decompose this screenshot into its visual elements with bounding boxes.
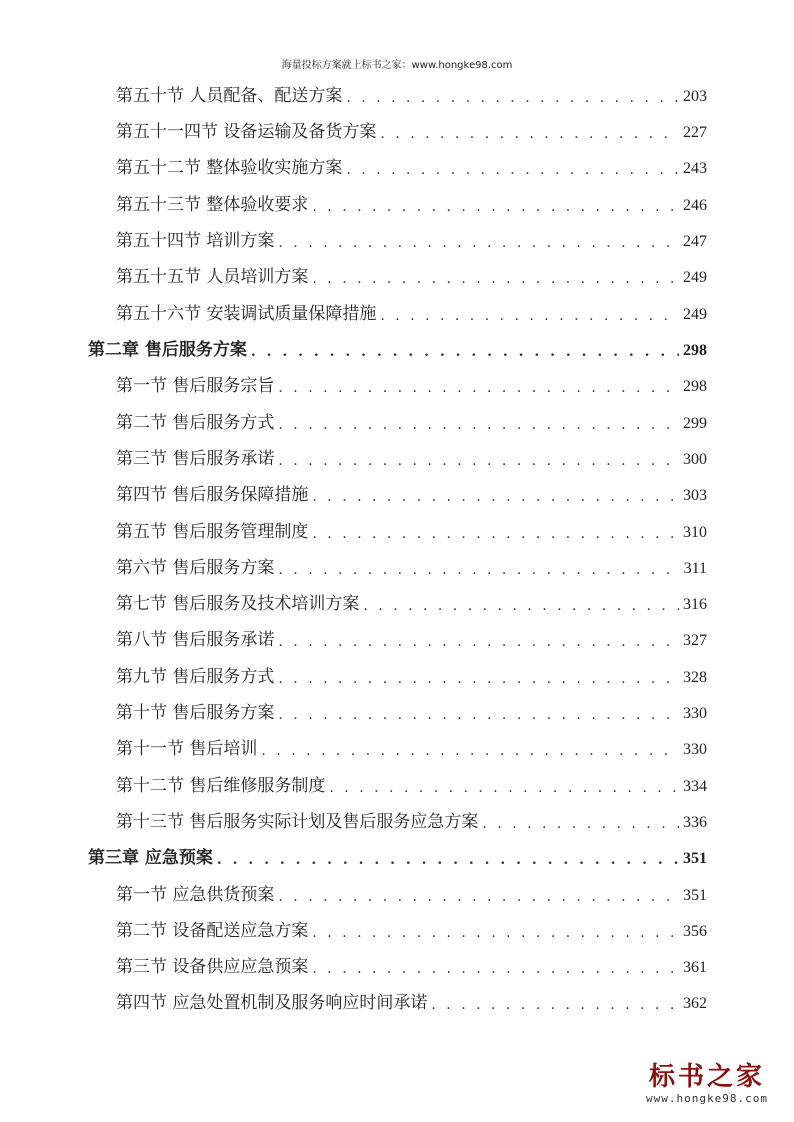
page-header: 海量投标方案就上标书之家：www.hongke98.com bbox=[281, 60, 513, 71]
dot-leader bbox=[312, 526, 679, 542]
toc-entry-page: 336 bbox=[683, 814, 707, 831]
watermark-title: 标书之家 bbox=[648, 1062, 765, 1092]
toc-entry-title: 第二节 设备配送应急方案 bbox=[116, 921, 309, 941]
dot-leader bbox=[346, 162, 679, 178]
toc-entry[interactable] bbox=[116, 154, 707, 178]
toc-entry[interactable] bbox=[116, 953, 707, 977]
toc-entry-title: 第三节 售后服务承诺 bbox=[116, 449, 275, 469]
toc-entry[interactable] bbox=[116, 663, 707, 687]
toc-entry-page: 227 bbox=[683, 124, 707, 141]
toc-entry-page: 361 bbox=[683, 959, 707, 976]
toc-entry-title: 第二节 售后服务方式 bbox=[116, 413, 275, 433]
toc-entry-page: 327 bbox=[683, 632, 707, 649]
toc-entry-page: 351 bbox=[683, 887, 707, 904]
toc-entry-title: 第一节 售后服务宗旨 bbox=[116, 376, 275, 396]
toc-entry-page: 303 bbox=[683, 487, 707, 504]
toc-entry-title: 第七节 售后服务及技术培训方案 bbox=[116, 594, 360, 614]
toc-entry[interactable] bbox=[116, 191, 707, 215]
toc-entry-page: 310 bbox=[683, 524, 707, 541]
toc-entry-title: 第三节 设备供应应急预案 bbox=[116, 957, 309, 977]
dot-leader bbox=[380, 126, 679, 142]
toc-entry[interactable] bbox=[116, 808, 707, 832]
toc-entry-page: 334 bbox=[683, 778, 707, 795]
toc-entry-page: 356 bbox=[683, 923, 707, 940]
dot-leader bbox=[431, 997, 679, 1013]
dot-leader bbox=[251, 344, 679, 360]
toc-entry-title: 第五节 售后服务管理制度 bbox=[116, 522, 309, 542]
dot-leader bbox=[312, 271, 679, 287]
toc-entry-page: 328 bbox=[683, 669, 707, 686]
toc-entry[interactable] bbox=[116, 263, 707, 287]
toc-entry-page: 298 bbox=[683, 378, 707, 395]
toc-entry[interactable] bbox=[116, 445, 707, 469]
toc-entry-title: 第十节 售后服务方案 bbox=[116, 703, 275, 723]
toc-entry-title: 第五十三节 整体验收要求 bbox=[116, 195, 309, 215]
toc-entry-title: 第十一节 售后培训 bbox=[116, 739, 258, 759]
dot-leader bbox=[278, 707, 679, 723]
dot-leader bbox=[363, 598, 679, 614]
toc-entry-title: 第九节 售后服务方式 bbox=[116, 667, 275, 687]
toc-entry-page: 249 bbox=[683, 269, 707, 286]
toc-entry-page: 203 bbox=[683, 88, 707, 105]
toc-entry-page: 243 bbox=[683, 160, 707, 177]
toc-entry-page: 247 bbox=[683, 233, 707, 250]
dot-leader bbox=[312, 925, 679, 941]
toc-entry-title: 第十二节 售后维修服务制度 bbox=[116, 776, 326, 796]
toc-entry[interactable] bbox=[116, 554, 707, 578]
toc-entry-page: 300 bbox=[683, 451, 707, 468]
toc-entry-page: 311 bbox=[683, 560, 707, 577]
toc-entry[interactable] bbox=[116, 518, 707, 542]
dot-leader bbox=[278, 889, 679, 905]
toc-entry-page: 316 bbox=[683, 596, 707, 613]
toc-entry-title: 第二章 售后服务方案 bbox=[88, 340, 247, 360]
toc-entry[interactable] bbox=[116, 772, 707, 796]
dot-leader bbox=[482, 816, 679, 832]
toc-entry-page: 246 bbox=[683, 197, 707, 214]
toc-entry[interactable] bbox=[116, 699, 707, 723]
toc-entry-page: 330 bbox=[683, 741, 707, 758]
toc-entry[interactable] bbox=[116, 409, 707, 433]
dot-leader bbox=[278, 634, 679, 650]
toc-entry-title: 第五十节 人员配备、配送方案 bbox=[116, 86, 343, 106]
toc-entry[interactable] bbox=[116, 481, 707, 505]
toc-entry-title: 第三章 应急预案 bbox=[88, 848, 213, 868]
dot-leader bbox=[312, 199, 679, 215]
toc-entry-page: 351 bbox=[683, 850, 707, 867]
toc-entry[interactable] bbox=[116, 735, 707, 759]
dot-leader bbox=[278, 380, 679, 396]
toc-entry[interactable] bbox=[116, 626, 707, 650]
dot-leader bbox=[217, 852, 679, 868]
toc-chapter-entry[interactable] bbox=[88, 844, 707, 868]
toc-entry-title: 第五十二节 整体验收实施方案 bbox=[116, 158, 343, 178]
dot-leader bbox=[329, 780, 679, 796]
toc-entry[interactable] bbox=[116, 372, 707, 396]
toc-entry-page: 249 bbox=[683, 306, 707, 323]
toc-entry-title: 第四节 售后服务保障措施 bbox=[116, 485, 309, 505]
dot-leader bbox=[346, 90, 679, 106]
toc-entry-page: 299 bbox=[683, 415, 707, 432]
toc-entry-title: 第五十五节 人员培训方案 bbox=[116, 267, 309, 287]
dot-leader bbox=[261, 743, 679, 759]
toc-entry-title: 第六节 售后服务方案 bbox=[116, 558, 275, 578]
toc-entry[interactable] bbox=[116, 227, 707, 251]
dot-leader bbox=[278, 417, 679, 433]
dot-leader bbox=[312, 961, 679, 977]
dot-leader bbox=[312, 489, 679, 505]
toc-entry-title: 第五十六节 安装调试质量保障措施 bbox=[116, 304, 377, 324]
dot-leader bbox=[278, 453, 679, 469]
toc-entry-title: 第一节 应急供货预案 bbox=[116, 885, 275, 905]
watermark-logo bbox=[642, 1062, 772, 1110]
toc-entry[interactable] bbox=[116, 118, 707, 142]
toc-entry[interactable] bbox=[116, 917, 707, 941]
toc-entry-title: 第四节 应急处置机制及服务响应时间承诺 bbox=[116, 993, 428, 1013]
watermark-url: www.hongke98.com bbox=[646, 1092, 768, 1105]
dot-leader bbox=[278, 671, 679, 687]
toc-entry-title: 第十三节 售后服务实际计划及售后服务应急方案 bbox=[116, 812, 479, 832]
toc-entry-title: 第八节 售后服务承诺 bbox=[116, 630, 275, 650]
toc-entry-title: 第五十四节 培训方案 bbox=[116, 231, 275, 251]
toc-entry-page: 298 bbox=[683, 342, 707, 359]
toc-entry[interactable] bbox=[116, 881, 707, 905]
dot-leader bbox=[278, 235, 679, 251]
toc-entry-page: 362 bbox=[683, 995, 707, 1012]
toc-entry-page: 330 bbox=[683, 705, 707, 722]
toc-entry[interactable] bbox=[116, 989, 707, 1013]
dot-leader bbox=[278, 562, 679, 578]
toc-chapter-entry[interactable] bbox=[88, 336, 707, 360]
toc-entry[interactable] bbox=[116, 300, 707, 324]
toc-entry[interactable] bbox=[116, 82, 707, 106]
toc-entry[interactable] bbox=[116, 590, 707, 614]
toc-entry-title: 第五十一四节 设备运输及备货方案 bbox=[116, 122, 377, 142]
dot-leader bbox=[380, 308, 679, 324]
